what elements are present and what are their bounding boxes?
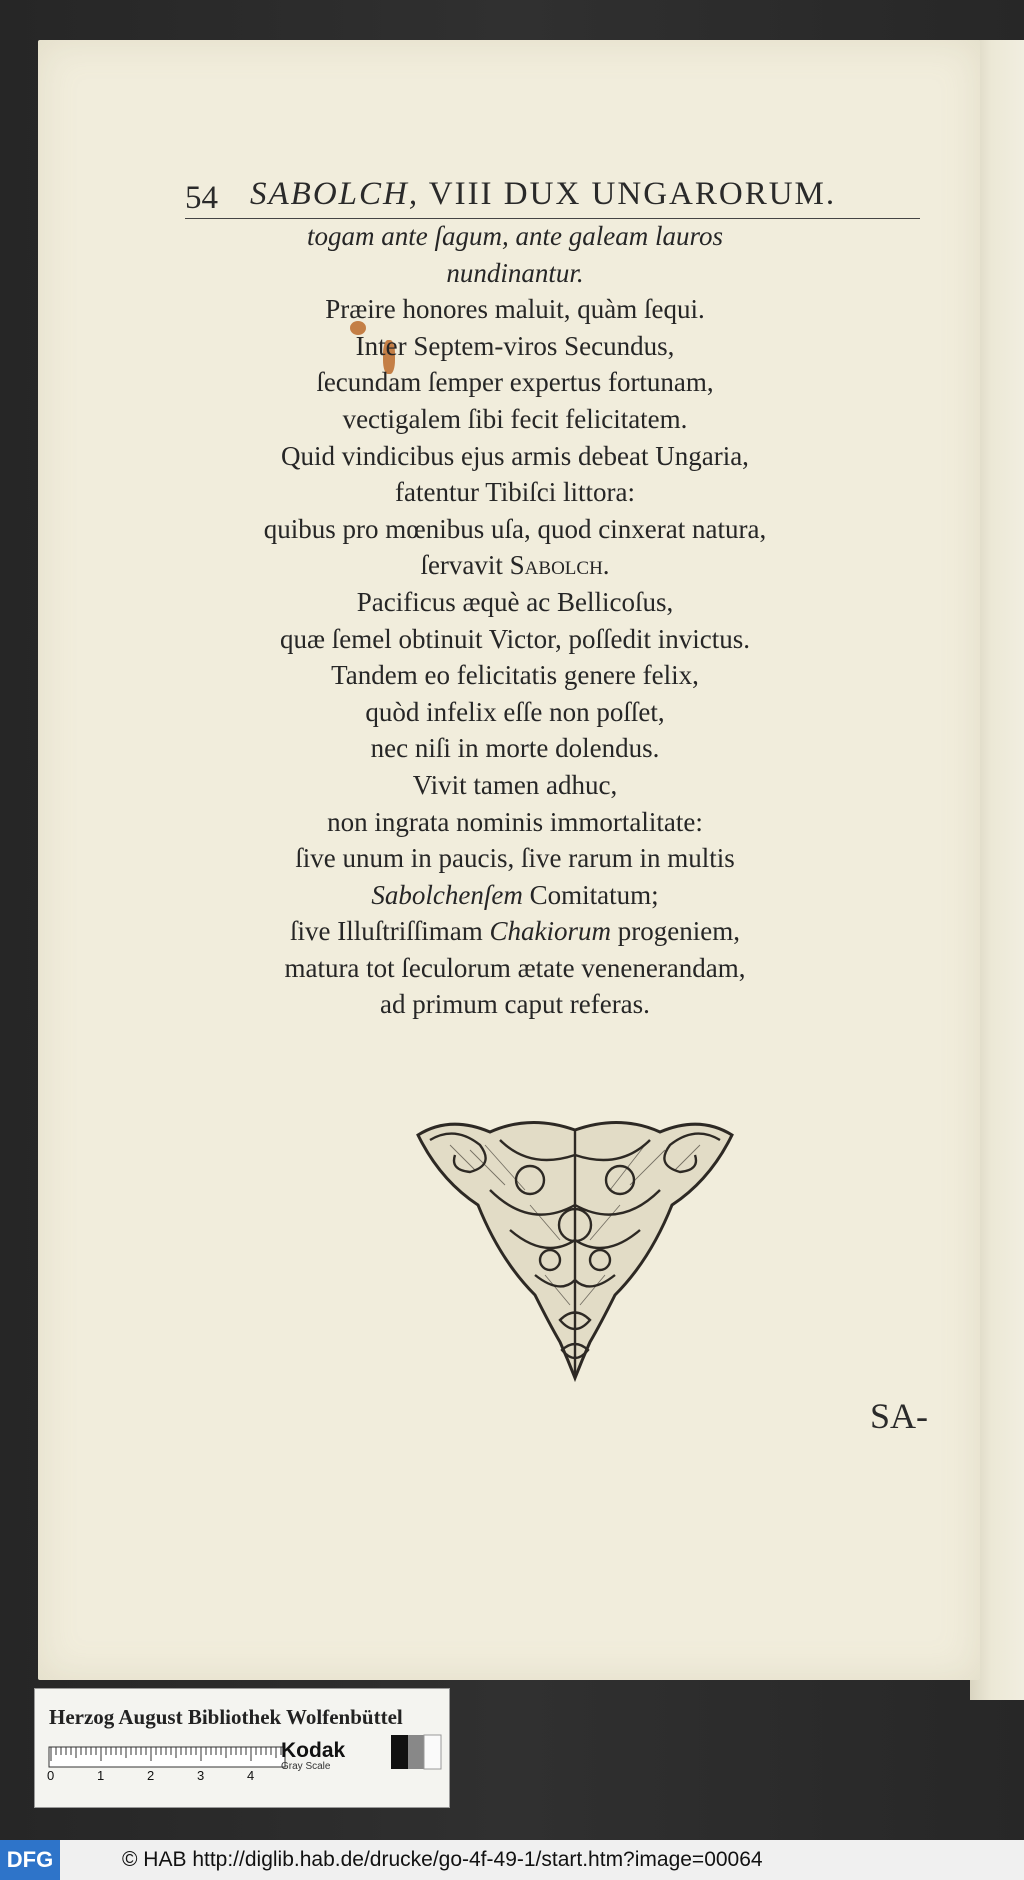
text-line: non ingrata nominis immortalitate: (327, 806, 703, 837)
text-line: nundinantur. (446, 257, 584, 288)
text-line-part: ſervavit (420, 550, 503, 581)
text-line (230, 877, 800, 914)
running-head-title: VIII DUX UNGARORUM. (428, 176, 837, 212)
text-line: Inter Septem-viros Secundus, (355, 330, 675, 361)
text-line: ſecundam ſemper expertus fortunam, (316, 367, 714, 398)
text-line: quæ ſemel obtinuit Victor, poſſedit invictus. (279, 623, 750, 654)
ruler-bar (49, 1747, 285, 1767)
text-line: Tandem eo felicitatis genere felix, (331, 660, 699, 691)
library-name: Herzog August Bibliothek Wolfenbüttel (49, 1705, 403, 1729)
page-number: 54 (185, 180, 218, 216)
running-head (250, 176, 836, 213)
text-line-italic: Sabolchenſem (371, 879, 523, 910)
text-line-italic: Chakiorum (489, 916, 611, 947)
text-line-part: progeniem, (617, 916, 740, 947)
kodak-subtitle: Gray Scale (281, 1761, 331, 1772)
text-line: ad primum caput referas. (380, 989, 650, 1020)
text-line: Præire honores maluit, quàm ſequi. (325, 294, 705, 325)
ruler-label: 1 (97, 1768, 105, 1783)
text-line: ſive unum in paucis, ſive rarum in multis (295, 843, 735, 874)
text-line: fatentur Tibiſci littora: (395, 477, 635, 508)
ruler-label: 3 (197, 1768, 205, 1783)
ruler-label: 0 (47, 1768, 55, 1783)
text-line: vectigalem ſibi fecit felicitatem. (342, 403, 688, 434)
copyright-link[interactable]: © HAB http://diglib.hab.de/drucke/go-4f-49-1/start.htm?image=00064 (122, 1848, 763, 1871)
text-line: Quid vindicibus ejus armis debeat Ungaria, (281, 440, 749, 471)
patch-white (424, 1735, 441, 1769)
kodak-brand: Kodak (281, 1739, 346, 1762)
tailpiece-ornament (410, 1110, 740, 1385)
text-line: togam ante ſagum, ante galeam lauros (307, 221, 723, 251)
kodak-label (281, 1739, 345, 1772)
text-line (230, 913, 800, 950)
catchword: SA- (870, 1396, 929, 1436)
text-line: Vivit tamen adhuc, (412, 769, 618, 800)
text-line: Pacificus æquè ac Bellicoſus, (356, 586, 674, 617)
text-line: nec niſi in morte dolendus. (370, 733, 660, 764)
reference-card (34, 1688, 450, 1808)
patch-black (391, 1735, 408, 1769)
ruler-label: 4 (247, 1768, 255, 1783)
text-line: quòd infelix eſſe non poſſet, (365, 696, 665, 727)
text-line: matura tot ſeculorum ætate venenerandam, (284, 952, 746, 983)
text-line-part: ſive Illuſtriſſimam (290, 916, 483, 947)
running-head-name: SABOLCH, (250, 176, 420, 212)
page-header (185, 176, 920, 219)
scale-ruler (49, 1747, 295, 1781)
text-line (230, 547, 800, 584)
gray-scale-patches (391, 1735, 441, 1769)
dfg-logo: DFG (0, 1840, 60, 1880)
text-block (230, 218, 800, 1023)
text-line-part: Comitatum; (529, 879, 659, 910)
ruler-label: 2 (147, 1768, 155, 1783)
name-sabolch: Sabolch. (509, 550, 610, 581)
patch-gray (408, 1735, 424, 1769)
text-line: quibus pro mœnibus uſa, quod cinxerat natura, (263, 513, 767, 544)
footer-bar (0, 1840, 1024, 1880)
